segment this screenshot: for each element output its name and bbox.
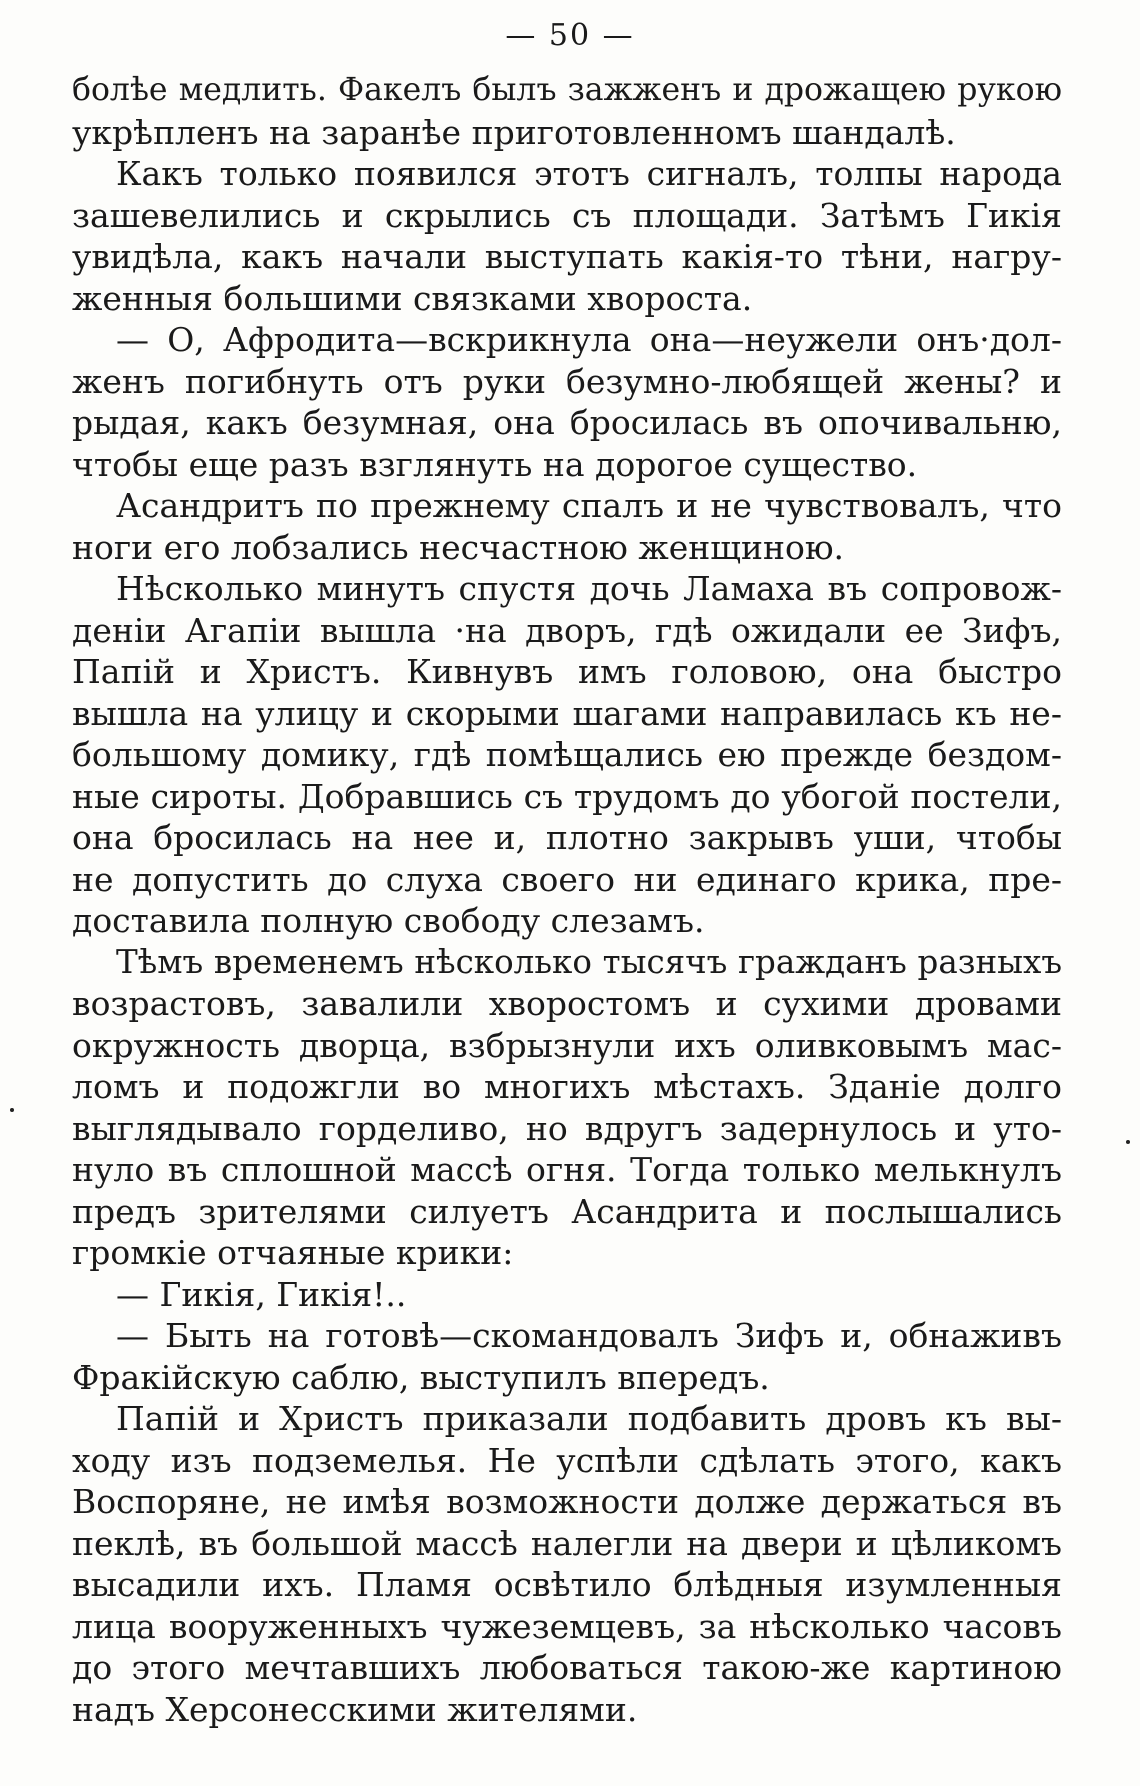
text-line: женъ погибнуть отъ руки безумно-любящей жены? и xyxy=(72,361,1062,401)
text-line: ломъ и подожгли во многихъ мѣстахъ. Зданіе долго xyxy=(72,1067,1062,1106)
text-line: предъ зрителями силуетъ Асандрита и послышались xyxy=(72,1191,1062,1231)
text-line: нуло въ сплошной массѣ огня. Тогда только мелькнулъ xyxy=(72,1150,1062,1189)
text-line: деніи Агапіи вышла ·на дворъ, гдѣ ожидали ее Зифъ, xyxy=(72,610,1062,650)
text-line: Папій и Христъ. Кивнувъ имъ головою, она быстро xyxy=(72,652,1062,691)
text-line: до этого мечтавшихъ любоваться такою-же картиною xyxy=(72,1648,1062,1687)
text-line: доставила полную свободу слезамъ. xyxy=(72,901,705,940)
text-line: — Быть на готовѣ—скомандовалъ Зифъ и, обнаживъ xyxy=(116,1316,1062,1355)
page-number: — 50 — xyxy=(505,18,635,53)
text-line: болѣе медлить. Факелъ былъ зажженъ и дрожащею рукою xyxy=(72,72,1062,108)
body-text xyxy=(72,70,1062,1730)
text-line: женныя большими связками хвороста. xyxy=(72,278,753,318)
text-line: возрастовъ, завалили хворостомъ и сухими дровами xyxy=(72,984,1062,1023)
text-line: ные сироты. Добравшись съ трудомъ до убогой постели, xyxy=(72,776,1062,816)
text-line: большому домику, гдѣ помѣщались ею прежде бездом- xyxy=(72,735,1062,774)
margin-mark-left xyxy=(10,1108,14,1112)
text-line: Фракійскую саблю, выступилъ впередъ. xyxy=(72,1357,770,1397)
text-line: ноги его лобзались несчастною женщиною. xyxy=(72,527,845,567)
text-line: надъ Херсонесскими жителями. xyxy=(72,1689,638,1729)
text-line: Воспоряне, не имѣя возможности долже держаться въ xyxy=(72,1482,1062,1521)
text-line: громкіе отчаяные крики: xyxy=(72,1233,514,1272)
text-line: Тѣмъ временемъ нѣсколько тысячъ гражданъ разныхъ xyxy=(116,942,1062,981)
text-line: — О, Афродита—вскрикнула она—неужели онъ·дол- xyxy=(116,320,1062,359)
text-line: она бросилась на нее и, плотно закрывъ уши, чтобы xyxy=(72,818,1062,857)
text-line: рыдая, какъ безумная, она бросилась въ опочивальню, xyxy=(72,403,1062,442)
text-line: выглядывало горделиво, но вдругъ задернулось и уто- xyxy=(72,1108,1062,1148)
text-line: увидѣла, какъ начали выступать какія-то тѣни, нагру- xyxy=(72,237,1062,276)
text-line: не допустить до слуха своего ни единаго крика, пре- xyxy=(72,859,1062,899)
text-line: окружность дворца, взбрызнули ихъ оливковымъ мас- xyxy=(72,1025,1062,1065)
text-line: ходу изъ подземелья. Не успѣли сдѣлать этого, какъ xyxy=(72,1440,1062,1480)
text-line: Нѣсколько минутъ спустя дочь Ламаха въ сопровож- xyxy=(116,569,1062,608)
text-line: вышла на улицу и скорыми шагами направилась къ не- xyxy=(72,693,1062,733)
text-line: укрѣпленъ на заранѣе приготовленномъ шандалѣ. xyxy=(72,112,956,152)
text-line: пеклѣ, въ большой массѣ налегли на двери и цѣликомъ xyxy=(72,1523,1062,1563)
text-line: Асандритъ по прежнему спалъ и не чувствовалъ, что xyxy=(116,486,1062,525)
text-line: чтобы еще разъ взглянуть на дорогое существо. xyxy=(72,444,918,484)
text-line: высадили ихъ. Пламя освѣтило блѣдныя изумленныя xyxy=(72,1565,1062,1604)
text-line: Папій и Христъ приказали подбавить дровъ къ вы- xyxy=(116,1399,1062,1438)
margin-mark-right xyxy=(1126,1140,1130,1144)
text-line: — Гикія, Гикія!.. xyxy=(116,1274,407,1314)
text-line: Какъ только появился этотъ сигналъ, толпы народа xyxy=(116,154,1062,193)
text-line: лица вооруженныхъ чужеземцевъ, за нѣсколько часовъ xyxy=(72,1606,1062,1646)
text-line: зашевелились и скрылись съ площади. Затѣмъ Гикія xyxy=(72,195,1062,235)
